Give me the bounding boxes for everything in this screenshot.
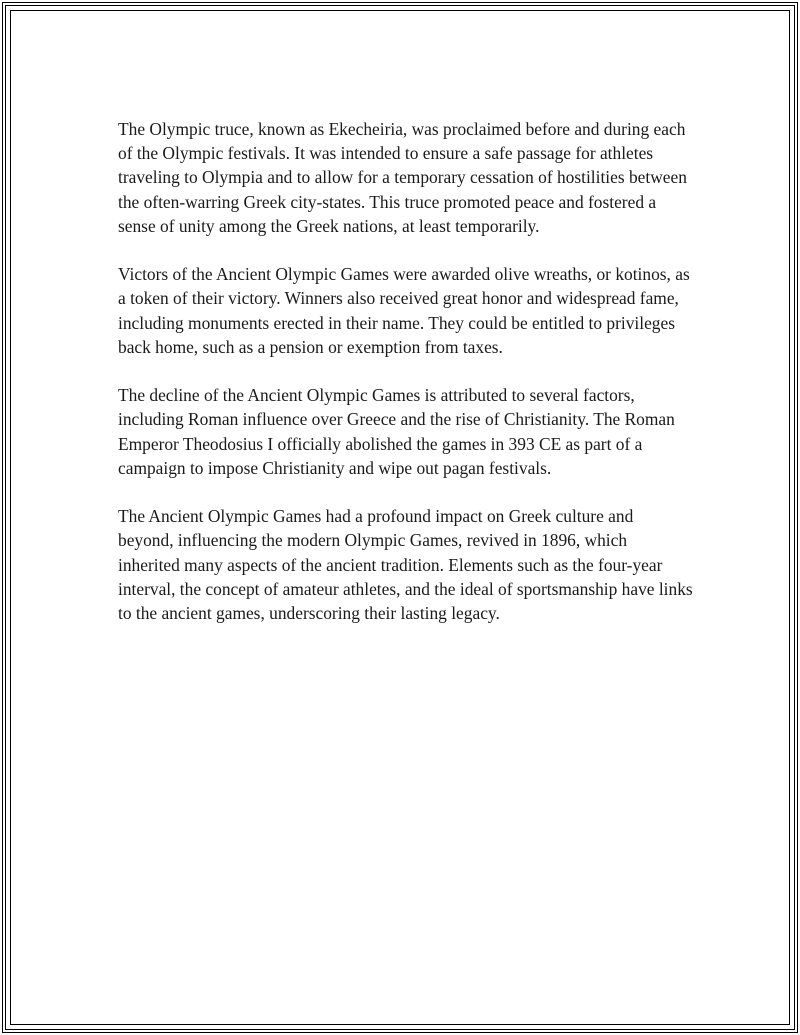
paragraph-decline: The decline of the Ancient Olympic Games is attributed to several factors, including Roman influence over Greece and the rise of Christianity. The Roman Emperor Theodosius I officially abolished the games in 393 CE as part of a campaign to impose Christianity and wipe out pagan festivals. <box>118 385 675 478</box>
paragraph-legacy: The Ancient Olympic Games had a profound impact on Greek culture and beyond, influencing the modern Olympic Games, revived in 1896, which inherited many aspects of the ancient tradition. Elements such as the four-year interval, the concept of amateur athletes, and the ideal of sportsmanship have links to the ancient games, underscoring their lasting legacy. <box>118 506 693 624</box>
document-body <box>118 117 693 649</box>
paragraph-olympic-truce: The Olympic truce, known as Ekecheiria, was proclaimed before and during each of the Olympic festivals. It was intended to ensure a safe passage for athletes traveling to Olympia and to allow for a temporary cessation of hostilities between the often-warring Greek city-states. This truce promoted peace and fostered a sense of unity among the Greek nations, at least temporarily. <box>118 119 687 236</box>
paragraph-victors-rewards: Victors of the Ancient Olympic Games were awarded olive wreaths, or kotinos, as a token of their victory. Winners also received great honor and widespread fame, including monuments erected in their name. They could be entitled to privileges back home, such as a pension or exemption from taxes. <box>118 264 690 357</box>
